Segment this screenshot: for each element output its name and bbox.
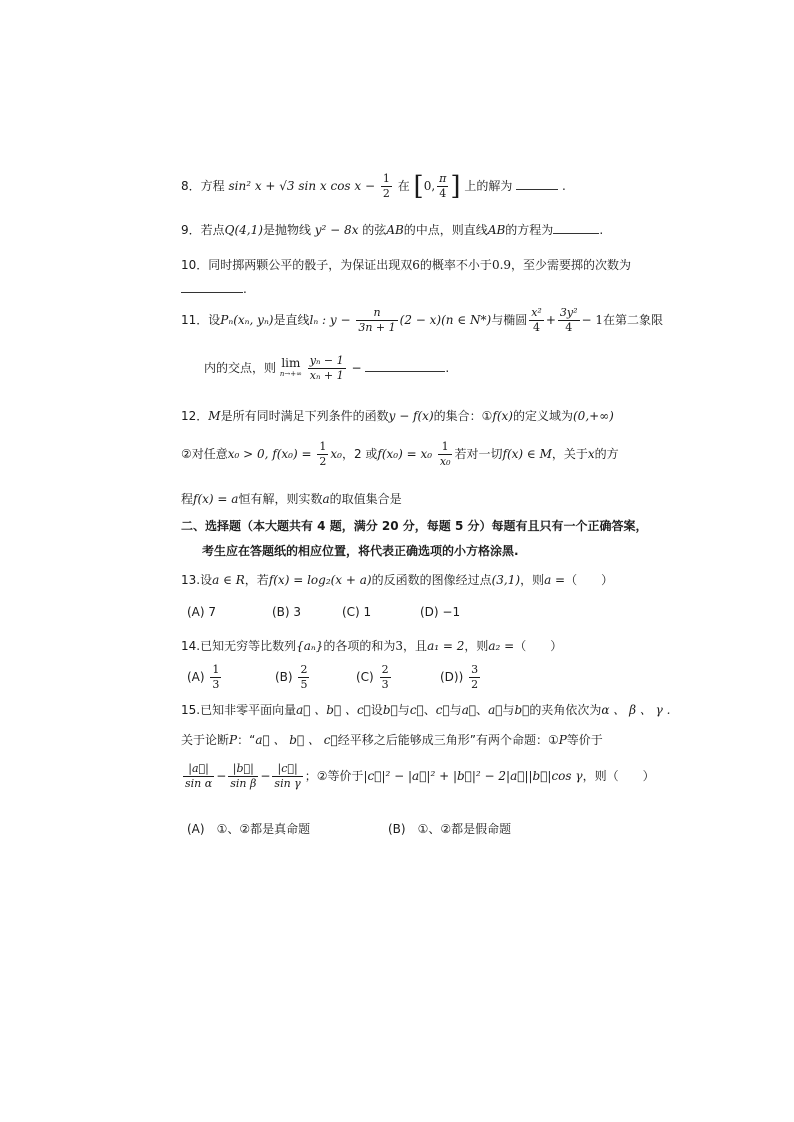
q12-line3-c: 的取值集合是 [329,492,402,506]
q8-tail: 上的解为 [464,179,513,193]
q9-text-c: 的弦 [362,223,387,237]
q12-line2-b: 若对一切 [454,447,503,461]
question-15-line3 [181,762,655,791]
q15-line2-a: 关于论断 [181,733,230,747]
q15-a2: a⃗ [488,703,503,717]
q11-line2-text: 内的交点，则 [204,361,277,375]
question-15 [181,701,670,718]
q15-text-d: 、 [423,703,436,717]
q8-answer-blank[interactable] [516,189,558,190]
q15-P2: P [558,733,567,747]
q12-eq: f(x) = a [193,492,239,506]
question-8 [181,172,566,201]
q8-equation: sin² x + √3 sin x cos x − [228,179,379,193]
q11-line-eq: lₙ : y − [309,313,355,327]
q9-point: Q(4,1) [224,223,263,237]
q12-cond2: f(x₀) = x₀ [377,447,436,461]
q15-text-f: 、 [476,703,489,717]
q15-text-b: 设 [370,703,383,717]
question-12-line2 [181,440,619,469]
q12-func: y − f(x) [388,409,434,423]
q10-text-c: ，至少需要掷的次数为 [511,258,632,272]
q14-answer-paren[interactable]: （ ） [514,639,563,653]
q14-option-a-label: (A) [187,670,205,684]
q15-angles: α 、 β 、 γ . [601,703,671,717]
q12-text-c: 的集合：① [433,409,493,423]
q15-c2: c⃗ [435,703,450,717]
q15-option-a[interactable]: (A) ①、②都是真命题 [187,822,311,836]
q8-interval-left: 0, [423,179,436,193]
q15-text-c: 与 [397,703,410,717]
q14-text-c: ，且 [403,639,428,653]
q15-ratio-c: $\frac{|c⃗|}{\text{sin γ}}$ [274,762,301,790]
q15-ratio-a: $\frac{|a⃗|}{\text{sin α}}$ [185,762,213,790]
q14-option-a[interactable] [187,663,223,692]
q12-text-b: 是所有同时满足下列条件的函数 [220,409,389,423]
question-12-line3 [181,490,402,507]
question-13 [181,571,613,588]
question-14 [181,637,562,654]
q11-text-b: 是直线 [273,313,310,327]
q12-text-d: 的定义域为 [512,409,573,423]
q15-line2-vec: a⃗ 、 b⃗ 、 c⃗ [255,733,338,747]
q9-curve: y² − 8x [314,223,359,237]
q15-law: |c⃗|² − |a⃗|² + |b⃗|² − 2|a⃗||b⃗|cos γ [363,769,583,783]
q12-line2-c: ，关于 [551,447,588,461]
q15-text-h: 的夹角依次为 [529,703,602,717]
q12-x0: x₀ [330,447,342,461]
q15-line3-a: ；②等价于 [304,769,364,783]
question-10 [181,256,631,273]
q15-dash-1: − [216,769,227,783]
q13-pt: (3,1) [491,573,521,587]
q14-option-a-value: $\frac{1}{3}$ [212,663,220,691]
question-12 [181,407,614,424]
q10-prob: 0.9 [491,258,512,272]
q11-limit: lim n→+∞ [279,355,302,378]
q10-text-a: 10．同时掷两颗公平的骰子，为保证出现双 [181,258,413,272]
q15-b: b⃗ [382,703,398,717]
q15-b2: b⃗ [514,703,530,717]
q11-answer-blank[interactable] [365,371,445,372]
q14-text-d: ，则 [464,639,489,653]
q15-a1: a⃗ [461,703,477,717]
q14-sum: 3 [395,639,404,653]
q11-point: Pₙ(xₙ, yₙ) [220,313,274,327]
q12-line3-a: 程 [181,492,194,506]
q11-end: . [445,361,450,375]
q10-answer-blank[interactable] [181,292,243,293]
q12-line2-d: 的方 [594,447,619,461]
q11-ellipse-y: $\frac{\text{3y²}}{4}$ [559,306,578,334]
q8-right-bracket: ] [450,171,461,202]
section-2-heading: 二、选择题（本大题共有 4 题，满分 20 分，每题 5 分）每题有且只有一个正确答案， [181,519,648,533]
q13-option-c[interactable]: (C) 1 [342,605,372,619]
q12-domain: (0,+∞) [573,409,614,423]
q13-aR: a ∈ R [212,573,245,587]
q8-number: 8．方程 [181,179,225,193]
q15-line3-b[interactable]: ，则（ ） [582,769,655,783]
q12-inv: $\frac{1}{\text{x₀}}$ [439,440,451,468]
q14-seq: {aₙ} [296,639,324,653]
q9-text-a: 9．若点 [181,223,225,237]
q14-text-a: 14.已知无穷等比数列 [181,639,297,653]
q14-option-c-label: (C) [356,670,374,684]
question-9 [181,221,603,238]
q9-text-e: 的方程为 [505,223,554,237]
q15-P: P [229,733,238,747]
q11-fraction: $\frac{n}{3n + 1}$ [358,306,396,334]
q9-text-d: 的中点，则直线 [403,223,488,237]
q12-inM: f(x) ∈ M [502,447,552,461]
q13-fx: f(x) = log₂(x + a) [268,573,372,587]
q8-end: . [562,179,566,193]
q15-line2-c: 经平移之后能够成三角形”有两个命题：① [337,733,559,747]
q13-option-b[interactable]: (B) 3 [272,605,302,619]
q10-text-b: 的概率不小于 [419,258,492,272]
q9-line: AB [487,223,506,237]
q13-option-a[interactable]: (A) 7 [187,605,217,619]
q12-text-a: 12． [181,409,209,423]
section-2-instructions: 考生应在答题纸的相应位置，将代表正确选项的小方格涂黑. [202,544,519,558]
q9-end: . [599,223,604,237]
q14-option-b[interactable] [275,663,311,692]
question-11 [181,306,663,335]
q15-dash-2: − [260,769,271,783]
q14-option-d-value: $\frac{3}{2}$ [471,663,479,691]
q12-x: x [587,447,595,461]
q11-minus: − [351,361,362,375]
q14-option-c-value: $\frac{2}{3}$ [381,663,389,691]
q8-fraction-pi: $\frac{\pi}{4}$ [439,172,447,200]
q12-or: ，2 或 [341,447,378,461]
q12-line2-a: ②对任意 [181,447,228,461]
q8-left-bracket: [ [413,171,424,202]
q13-option-d[interactable]: (D) −1 [420,605,461,619]
q11-text-a: 11．设 [181,313,221,327]
q11-eq1: − 1 [581,313,604,327]
q12-a: a [322,492,330,506]
q9-chord: AB [386,223,404,237]
q12-M: M [208,409,221,423]
q15-line2-b: ：“ [237,733,256,747]
q13-text-c: 的反函数的图像经过点 [371,573,492,587]
q11-text-d: 在第二象限 [603,313,664,327]
q15-ratio-b: $\frac{|b⃗|}{\text{sin β}}$ [230,762,257,790]
q11-expr: (2 − x)(n ∈ N*) [399,313,492,327]
q15-line2-d: 等价于 [566,733,603,747]
q15-vec-list: a⃗ 、b⃗ 、c⃗ [296,703,371,717]
q13-text-d: ，则 [520,573,545,587]
q15-text-g: 与 [502,703,515,717]
q13-text-a: 13.设 [181,573,213,587]
q14-option-d[interactable] [440,663,482,692]
question-10-line2 [181,282,247,296]
q13-aeq: a = [544,573,566,587]
q11-ellipse-x: $\frac{\text{x²}}{4}$ [531,306,542,334]
q14-text-b: 的各项的和为 [323,639,396,653]
q11-plus: + [545,313,556,327]
q11-limit-fraction: $\frac{\text{yₙ − 1}}{\text{xₙ + 1}}$ [309,354,344,382]
q13-answer-paren[interactable]: （ ） [565,573,614,587]
q14-a1: a₁ = 2 [427,639,465,653]
q10-six: 6 [412,258,420,272]
q12-line3-b: 恒有解，则实数 [238,492,323,506]
q13-text-b: ，若 [244,573,269,587]
q15-text-a: 15.已知非零平面向量 [181,703,297,717]
q15-option-b[interactable]: (B) ①、②都是假命题 [388,822,512,836]
q12-fx: f(x) [492,409,513,423]
q8-fraction-half: $\frac{1}{2}$ [382,172,390,200]
q12-half: $\frac{1}{2}$ [319,440,327,468]
q14-option-d-label: (D)) [440,670,464,684]
q14-option-b-value: $\frac{2}{5}$ [300,663,308,691]
q12-cond: x₀ > 0, f(x₀) = [227,447,316,461]
q10-end: . [243,282,247,296]
q15-c1: c⃗ [409,703,424,717]
q9-answer-blank[interactable] [553,233,599,234]
q11-text-c: 与椭圆 [491,313,528,327]
q15-text-e: 与 [449,703,462,717]
q8-in-label: 在 [397,179,410,193]
question-15-line2 [181,731,603,748]
q14-a2: a₂ = [488,639,515,653]
question-11-line2 [204,354,449,383]
q9-text-b: 是抛物线 [262,223,311,237]
q14-option-b-label: (B) [275,670,293,684]
q14-option-c[interactable] [356,663,393,692]
